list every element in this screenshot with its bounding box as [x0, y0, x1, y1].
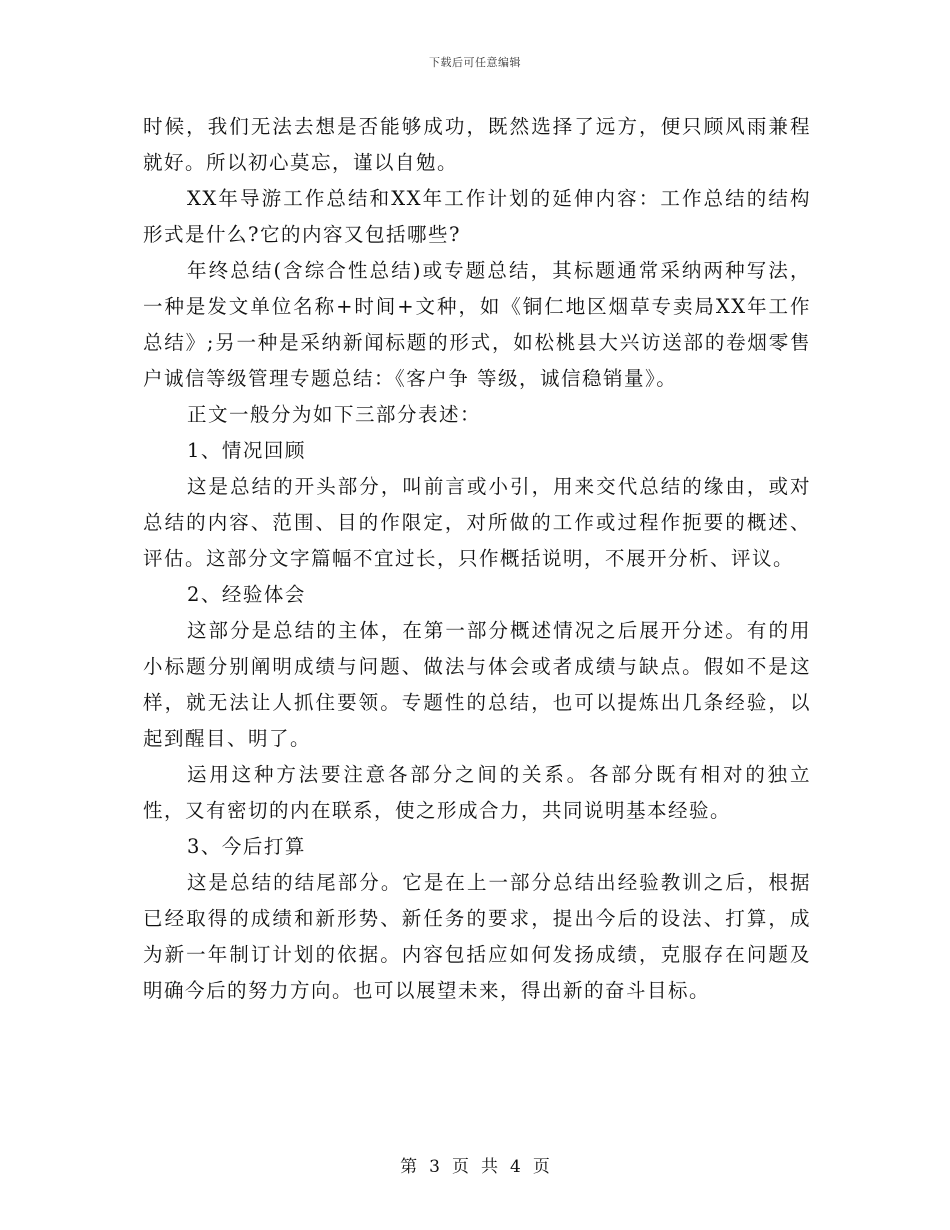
paragraph-experience: 这部分是总结的主体，在第一部分概述情况之后展开分述。有的用小标题分别阐明成绩与问题、做法与体会或者成绩与缺点。假如不是这样，就无法让人抓住要领。专题性的总结，也可以提炼出几条经验，以起到醒目、明了。	[143, 619, 811, 750]
total-pages-number: 4	[510, 1157, 521, 1177]
page-footer	[0, 1152, 950, 1177]
section-heading-experience: 2、经验体会	[187, 583, 306, 606]
current-page-number: 3	[429, 1157, 440, 1177]
paragraph-plans: 这是总结的结尾部分。它是在上一部分总结出经验教训之后，根据已经取得的成绩和新形势、新任务的要求，提出今后的设法、打算，成为新一年制订计划的依据。内容包括应如何发扬成绩，克服存在问题及明确今后的努力方向。也可以展望未来，得出新的奋斗目标。	[143, 871, 811, 1002]
total-label: 共	[481, 1157, 498, 1177]
page-label-unit: 页	[452, 1157, 469, 1177]
paragraph-review: 这是总结的开头部分，叫前言或小引，用来交代总结的缘由，或对总结的内容、范围、目的作限定，对所做的工作或过程作扼要的概述、评估。这部分文字篇幅不宜过长，只作概括说明，不展开分析、评议。	[143, 475, 811, 570]
page-header: 下载后可任意编辑	[429, 56, 521, 69]
section-heading-review: 1、情况回顾	[187, 439, 306, 462]
paragraph-body-parts: 正文一般分为如下三部分表述：	[187, 403, 482, 426]
page-label-prefix: 第	[400, 1157, 418, 1177]
paragraph-extension-intro: XX年导游工作总结和XX年工作计划的延伸内容：工作总结的结构形式是什么?它的内容又包括哪些?	[143, 187, 811, 246]
paragraph-continued: 时候，我们无法去想是否能够成功，既然选择了远方，便只顾风雨兼程就好。所以初心莫忘，谨以自勉。	[143, 115, 811, 174]
document-body	[143, 109, 811, 1009]
paragraph-method-note: 运用这种方法要注意各部分之间的关系。各部分既有相对的独立性，又有密切的内在联系，使之形成合力，共同说明基本经验。	[143, 763, 811, 822]
total-label-unit: 页	[532, 1157, 550, 1177]
section-heading-plans: 3、今后打算	[187, 835, 306, 858]
paragraph-title-methods: 年终总结(含综合性总结)或专题总结，其标题通常采纳两种写法，一种是发文单位名称+时间+文种，如《铜仁地区烟草专卖局XX年工作总结》;另一种是采纳新闻标题的形式，如松桃县大兴访送部的卷烟零售户诚信等级管理专题总结：《客户争 等级，诚信稳销量》。	[143, 259, 811, 390]
